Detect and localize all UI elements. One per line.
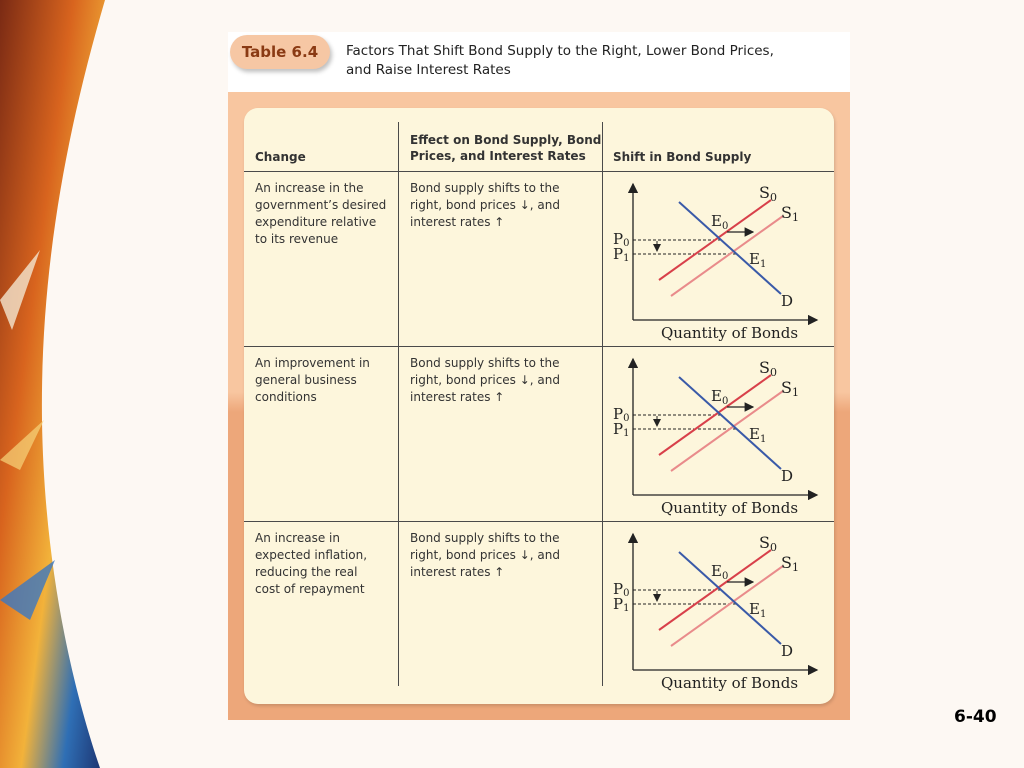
label-p0-main: P — [613, 230, 624, 248]
bond-supply-shift-graph — [603, 522, 823, 692]
label-d: D — [781, 467, 794, 485]
row-2-effect-line: interest rates ↑ — [410, 390, 505, 404]
label-p1-sub: 1 — [623, 603, 630, 614]
label-s0-main: S — [759, 183, 770, 202]
row-1-effect-line: interest rates ↑ — [410, 215, 505, 229]
header-effect-line-2: Prices, and Interest Rates — [410, 149, 586, 163]
label-s0-sub: 0 — [769, 541, 777, 554]
row-3-change-line: cost of repayment — [255, 582, 365, 596]
label-s1-main: S — [781, 203, 792, 222]
label-p1-main: P — [613, 595, 624, 613]
header-shift: Shift in Bond Supply — [613, 150, 752, 164]
row-3-effect-line: interest rates ↑ — [410, 565, 505, 579]
header-effect-line-1: Effect on Bond Supply, Bond — [410, 133, 602, 147]
label-s0 — [759, 358, 777, 379]
row-3-change-line: reducing the real — [255, 565, 358, 579]
x-axis-label: Quantity of Bonds — [661, 499, 799, 517]
row-1-change-line: government’s desired — [255, 198, 387, 212]
label-s1 — [781, 553, 799, 574]
label-s1-sub: 1 — [791, 211, 799, 224]
label-e0 — [711, 387, 728, 407]
row-3-effect-line: right, bond prices ↓, and — [410, 548, 561, 562]
label-e1-sub: 1 — [759, 609, 767, 620]
label-s0-sub: 0 — [769, 366, 777, 379]
label-e1-main: E — [749, 600, 760, 618]
label-d: D — [781, 292, 794, 310]
label-p0-sub: 0 — [623, 413, 630, 424]
label-s1-sub: 1 — [791, 386, 799, 399]
label-e0-main: E — [711, 212, 722, 230]
label-e0 — [711, 562, 728, 582]
row-3-change-line: expected inflation, — [255, 548, 368, 562]
row-2-effect — [410, 355, 590, 406]
label-e1 — [749, 425, 766, 445]
label-s1 — [781, 378, 799, 399]
label-s0-sub: 0 — [769, 191, 777, 204]
header-effect — [410, 132, 601, 164]
label-s0 — [759, 183, 777, 204]
header-change: Change — [255, 150, 306, 164]
row-1-effect-line: right, bond prices ↓, and — [410, 198, 561, 212]
bond-supply-shift-graph — [603, 347, 823, 517]
row-3-effect-line: Bond supply shifts to the — [410, 531, 560, 545]
table-title — [346, 42, 826, 80]
label-p1-main: P — [613, 420, 624, 438]
label-s1 — [781, 203, 799, 224]
label-e1-main: E — [749, 425, 760, 443]
label-e0 — [711, 212, 728, 232]
label-p1-sub: 1 — [623, 428, 630, 439]
column-divider-1 — [398, 122, 399, 686]
row-2-change-line: An improvement in — [255, 356, 370, 370]
label-p0-main: P — [613, 405, 624, 423]
label-p1-sub: 1 — [623, 253, 630, 264]
label-e0-sub: 0 — [721, 221, 729, 232]
label-e0-main: E — [711, 387, 722, 405]
label-e1-sub: 1 — [759, 259, 767, 270]
label-p0-main: P — [613, 580, 624, 598]
row-3-effect — [410, 530, 590, 581]
label-s0-main: S — [759, 533, 770, 552]
label-d: D — [781, 642, 794, 660]
row-1-effect — [410, 180, 590, 231]
table-title-line-2: and Raise Interest Rates — [346, 62, 511, 78]
table-number-badge: Table 6.4 — [230, 35, 330, 69]
label-e1-main: E — [749, 250, 760, 268]
label-s1-main: S — [781, 378, 792, 397]
table-title-line-1: Factors That Shift Bond Supply to the Right, Lower Bond Prices, — [346, 43, 774, 59]
row-2-effect-line: Bond supply shifts to the — [410, 356, 560, 370]
row-2-effect-line: right, bond prices ↓, and — [410, 373, 561, 387]
row-1-change-line: to its revenue — [255, 232, 339, 246]
label-e0-main: E — [711, 562, 722, 580]
row-1-change — [255, 180, 397, 248]
label-s0 — [759, 533, 777, 554]
row-3-change — [255, 530, 397, 598]
label-e1-sub: 1 — [759, 434, 767, 445]
x-axis-label: Quantity of Bonds — [661, 324, 799, 342]
row-1-effect-line: Bond supply shifts to the — [410, 181, 560, 195]
page-number: 6-40 — [954, 707, 997, 727]
row-2-change-line: general business — [255, 373, 357, 387]
row-1-change-line: An increase in the — [255, 181, 364, 195]
label-e0-sub: 0 — [721, 396, 729, 407]
label-e0-sub: 0 — [721, 571, 729, 582]
row-1-change-line: expenditure relative — [255, 215, 377, 229]
label-p0-sub: 0 — [623, 588, 630, 599]
row-2-change-line: conditions — [255, 390, 317, 404]
label-s0-main: S — [759, 358, 770, 377]
label-s1-main: S — [781, 553, 792, 572]
label-p0-sub: 0 — [623, 238, 630, 249]
x-axis-label: Quantity of Bonds — [661, 674, 799, 692]
row-3-change-line: An increase in — [255, 531, 340, 545]
label-s1-sub: 1 — [791, 561, 799, 574]
label-p1-main: P — [613, 245, 624, 263]
bond-supply-shift-graph — [603, 172, 823, 342]
label-e1 — [749, 250, 766, 270]
row-2-change — [255, 355, 397, 406]
label-e1 — [749, 600, 766, 620]
